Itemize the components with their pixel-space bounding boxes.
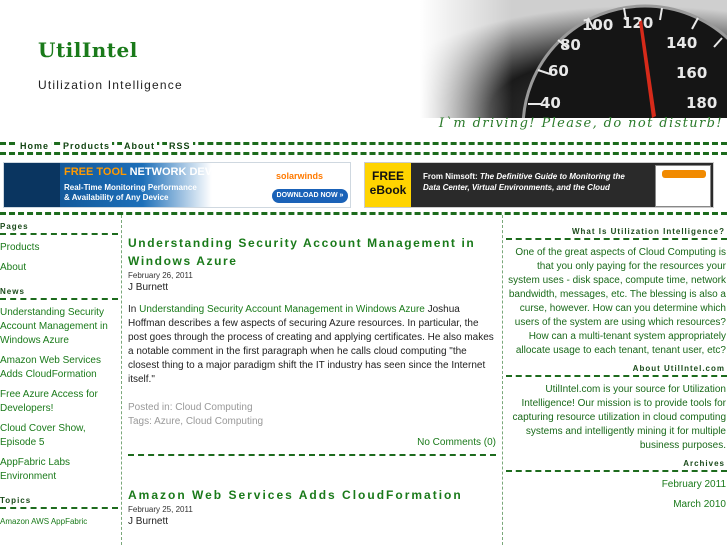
nav-products[interactable]: Products xyxy=(63,141,111,151)
post-title[interactable]: Amazon Web Services Adds CloudFormation xyxy=(128,488,463,502)
page-link-about[interactable]: About xyxy=(0,262,27,273)
topics-header: Topics xyxy=(0,496,118,509)
what-is-header: What Is Utilization Intelligence? xyxy=(506,227,727,240)
news-link[interactable]: Understanding Security Account Management in Windows Azure xyxy=(0,307,108,346)
ad-title xyxy=(64,166,285,178)
right-sidebar xyxy=(506,227,727,518)
ad-subtitle-line1: Real-Time Monitoring Performance xyxy=(64,183,197,192)
post-date: February 25, 2011 xyxy=(128,505,193,514)
post-separator xyxy=(128,454,496,456)
post-body-text: Joshua Hoffman describes a few aspects of securing Azure resources. In particular, the post goes through the process of creating and applying certificates. He also makes a notable comment in the first paragraph when he calls cloud computing "the closest thing to a major paradigm shift the IT industry has seen since the Internet itself." xyxy=(128,304,494,385)
archive-link[interactable]: March 2010 xyxy=(673,499,726,510)
news-link[interactable]: AppFabric Labs Environment xyxy=(0,457,71,482)
site-tagline: Utilization Intelligence xyxy=(38,78,183,92)
ad-brand-logo: solarwinds xyxy=(276,171,324,181)
ad-lead: From Nimsoft: xyxy=(423,172,478,181)
ad-subtitle-line2: & Availability of Any Device xyxy=(64,193,169,202)
site-title[interactable]: UtilIntel xyxy=(38,38,138,62)
posted-in-label: Posted in: xyxy=(128,402,176,413)
news-link[interactable]: Free Azure Access for Developers! xyxy=(0,389,98,414)
nav-about[interactable]: About xyxy=(124,141,156,151)
post-body-prefix: In xyxy=(128,304,140,315)
category-link[interactable]: Cloud Computing xyxy=(175,402,253,413)
ad-solarwinds-banner[interactable] xyxy=(3,162,351,208)
ad-nimsoft-banner[interactable] xyxy=(364,162,714,208)
ads-bottom-border xyxy=(0,212,727,215)
nav-home[interactable]: Home xyxy=(20,141,50,151)
page-link-products[interactable]: Products xyxy=(0,242,40,253)
post-title[interactable]: Understanding Security Account Management in Windows Azure xyxy=(128,236,476,268)
ad-ebook-label: eBook xyxy=(369,183,407,197)
archives-header: Archives xyxy=(506,459,727,472)
post-body xyxy=(128,303,496,387)
ad-free-ebook-badge xyxy=(365,163,411,208)
ad-text xyxy=(423,171,663,193)
post-body-link[interactable]: Understanding Security Account Management in Windows Azure xyxy=(139,304,425,315)
left-sidebar xyxy=(0,222,118,535)
news-header: News xyxy=(0,287,118,300)
ad-ebook-cover-image xyxy=(655,165,711,207)
archive-link[interactable]: February 2011 xyxy=(661,479,726,490)
tag-separator: , xyxy=(180,416,186,427)
news-link[interactable]: Amazon Web Services Adds CloudFormation xyxy=(0,355,101,380)
nav-bottom-border xyxy=(0,152,727,155)
site-header xyxy=(0,0,727,140)
tags-label: Tags: xyxy=(128,416,155,427)
what-is-text: One of the great aspects of Cloud Computing is that you only paying for the resources your system uses - disk space, compute time, network bandwidth, messages, etc. The blessing is also a curse, however. How can you determine which users of the system are using which resources? How can a multi-tenant system appropriately allocate usage to each tenant, tenant user, etc? xyxy=(508,247,726,356)
left-column-divider xyxy=(121,215,122,545)
post xyxy=(128,234,496,456)
right-column-divider xyxy=(502,215,503,545)
ad-title-highlight: FREE TOOL xyxy=(64,166,127,178)
ad-free-label: FREE xyxy=(371,169,404,183)
about-header: About UtilIntel.com xyxy=(506,364,727,377)
ad-subtitle xyxy=(64,183,264,203)
tag-link[interactable]: Cloud Computing xyxy=(185,416,264,427)
post xyxy=(128,486,496,527)
ad-title-rest: NETWORK DEVICE MONITOR xyxy=(129,166,286,178)
nav-rss[interactable]: RSS xyxy=(169,141,191,151)
about-text: UtilIntel.com is your source for Utilization Intelligence! Our mission is to provide tools for capturing resource utilization in cloud computing systems and intelligently mining it for multiple business purposes. xyxy=(512,384,726,451)
post-author: J Burnett xyxy=(128,516,169,527)
top-nav xyxy=(18,141,193,151)
main-content xyxy=(128,234,496,527)
speedometer-banner-image xyxy=(420,0,727,118)
post-date: February 26, 2011 xyxy=(128,271,193,280)
site-slogan: I`m driving! Please, do not disturb! xyxy=(438,116,723,131)
topic-link[interactable]: Amazon AWS AppFabric xyxy=(0,517,88,526)
post-meta xyxy=(128,401,496,429)
post-author: J Burnett xyxy=(128,282,169,293)
ad-download-button[interactable]: DOWNLOAD NOW » xyxy=(272,189,348,203)
ad-title-line2: Data Center, Virtual Environments, and the Cloud xyxy=(423,183,610,192)
ad-title-line1: The Definitive Guide to Monitoring the xyxy=(479,172,625,181)
pages-header: Pages xyxy=(0,222,118,235)
ad-device-image xyxy=(4,163,60,208)
tag-link[interactable]: Azure xyxy=(154,416,181,427)
news-link[interactable]: Cloud Cover Show, Episode 5 xyxy=(0,423,86,448)
comments-link[interactable]: No Comments (0) xyxy=(417,437,496,448)
